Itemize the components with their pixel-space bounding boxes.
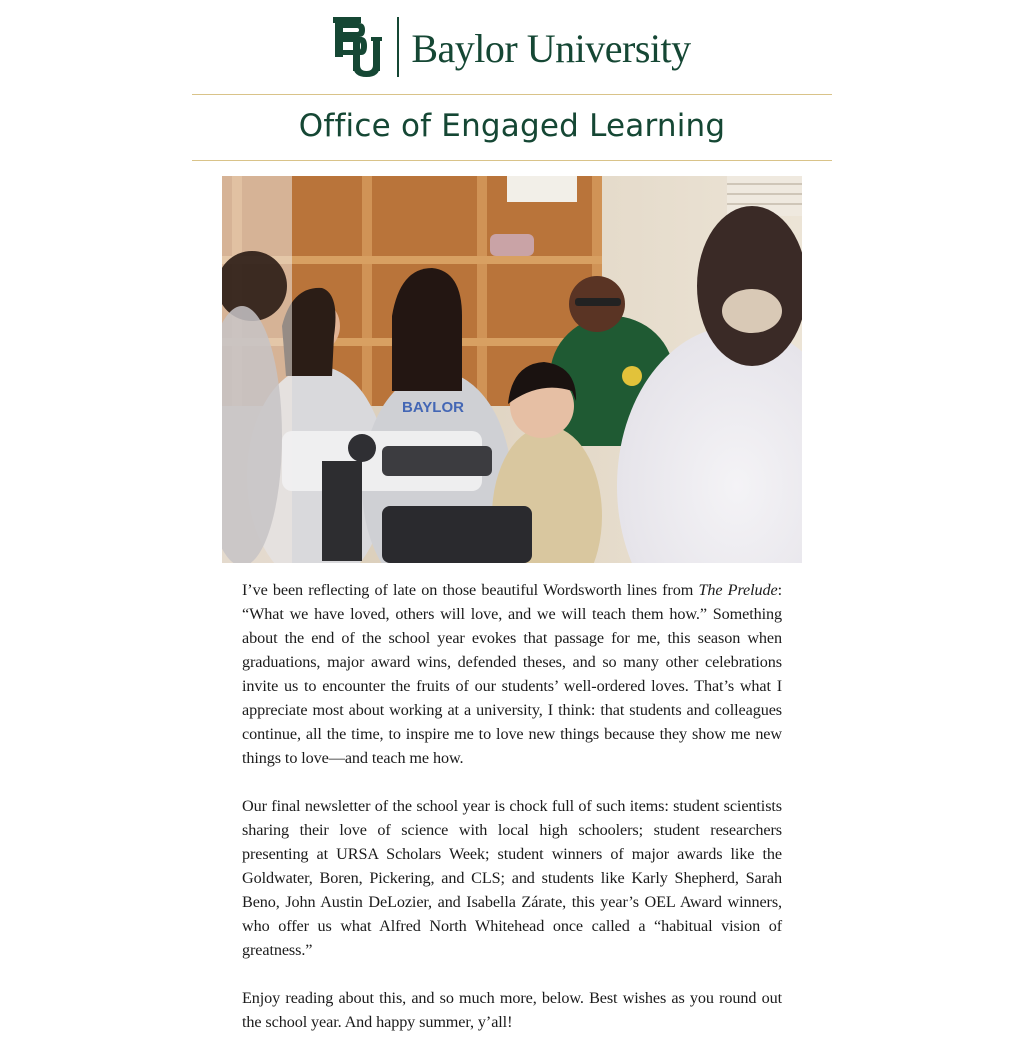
hero-photo — [222, 176, 802, 563]
paragraph-intro-start: I’ve been reflecting of late on those beautiful Wordsworth lines from — [242, 581, 699, 599]
brand-name: Baylor University — [411, 26, 691, 71]
office-title: Office of Engaged Learning — [298, 108, 726, 144]
gold-rule-top — [192, 94, 832, 95]
logo-divider — [397, 17, 399, 77]
work-title: The Prelude — [698, 581, 778, 599]
intro-letter — [242, 578, 782, 1058]
paragraph-newsletter-items: Our final newsletter of the school year is chock full of such items: student scientists sharing their love of science with local high schoolers; student researchers presenting at URSA Scholars Week; student winners of major awards like the Goldwater, Boren, Pickering, and CLS; and students like Karly Shepherd, Sarah Beno, John Austin DeLozier, and Isabella Zárate, this year’s OEL Award winners, who offer us what Alfred North Whitehead once called a “habitual vision of greatness.” — [242, 797, 782, 959]
baylor-bu-logo-icon — [333, 15, 383, 79]
paragraph-intro — [242, 578, 782, 770]
paragraph-intro-rest: : “What we have loved, others will love, and we will teach them how.” Something about the end of the school year evokes that passage for me, this season when graduations, major award wins, defended theses, and so many other celebrations invite us to encounter the fruits of our students’ well-ordered loves. That’s what I appreciate most about working at a university, I think: that students and colleagues continue, all the time, to inspire me to love new things because they show me new things to love—and teach me how. — [242, 581, 783, 767]
svg-text:BAYLOR: BAYLOR — [402, 399, 464, 416]
gold-rule-bottom — [192, 160, 832, 161]
paragraph-closing: Enjoy reading about this, and so much more, below. Best wishes as you round out the school year. And happy summer, y’all! — [242, 989, 782, 1031]
baylor-logo[interactable] — [0, 14, 1024, 80]
